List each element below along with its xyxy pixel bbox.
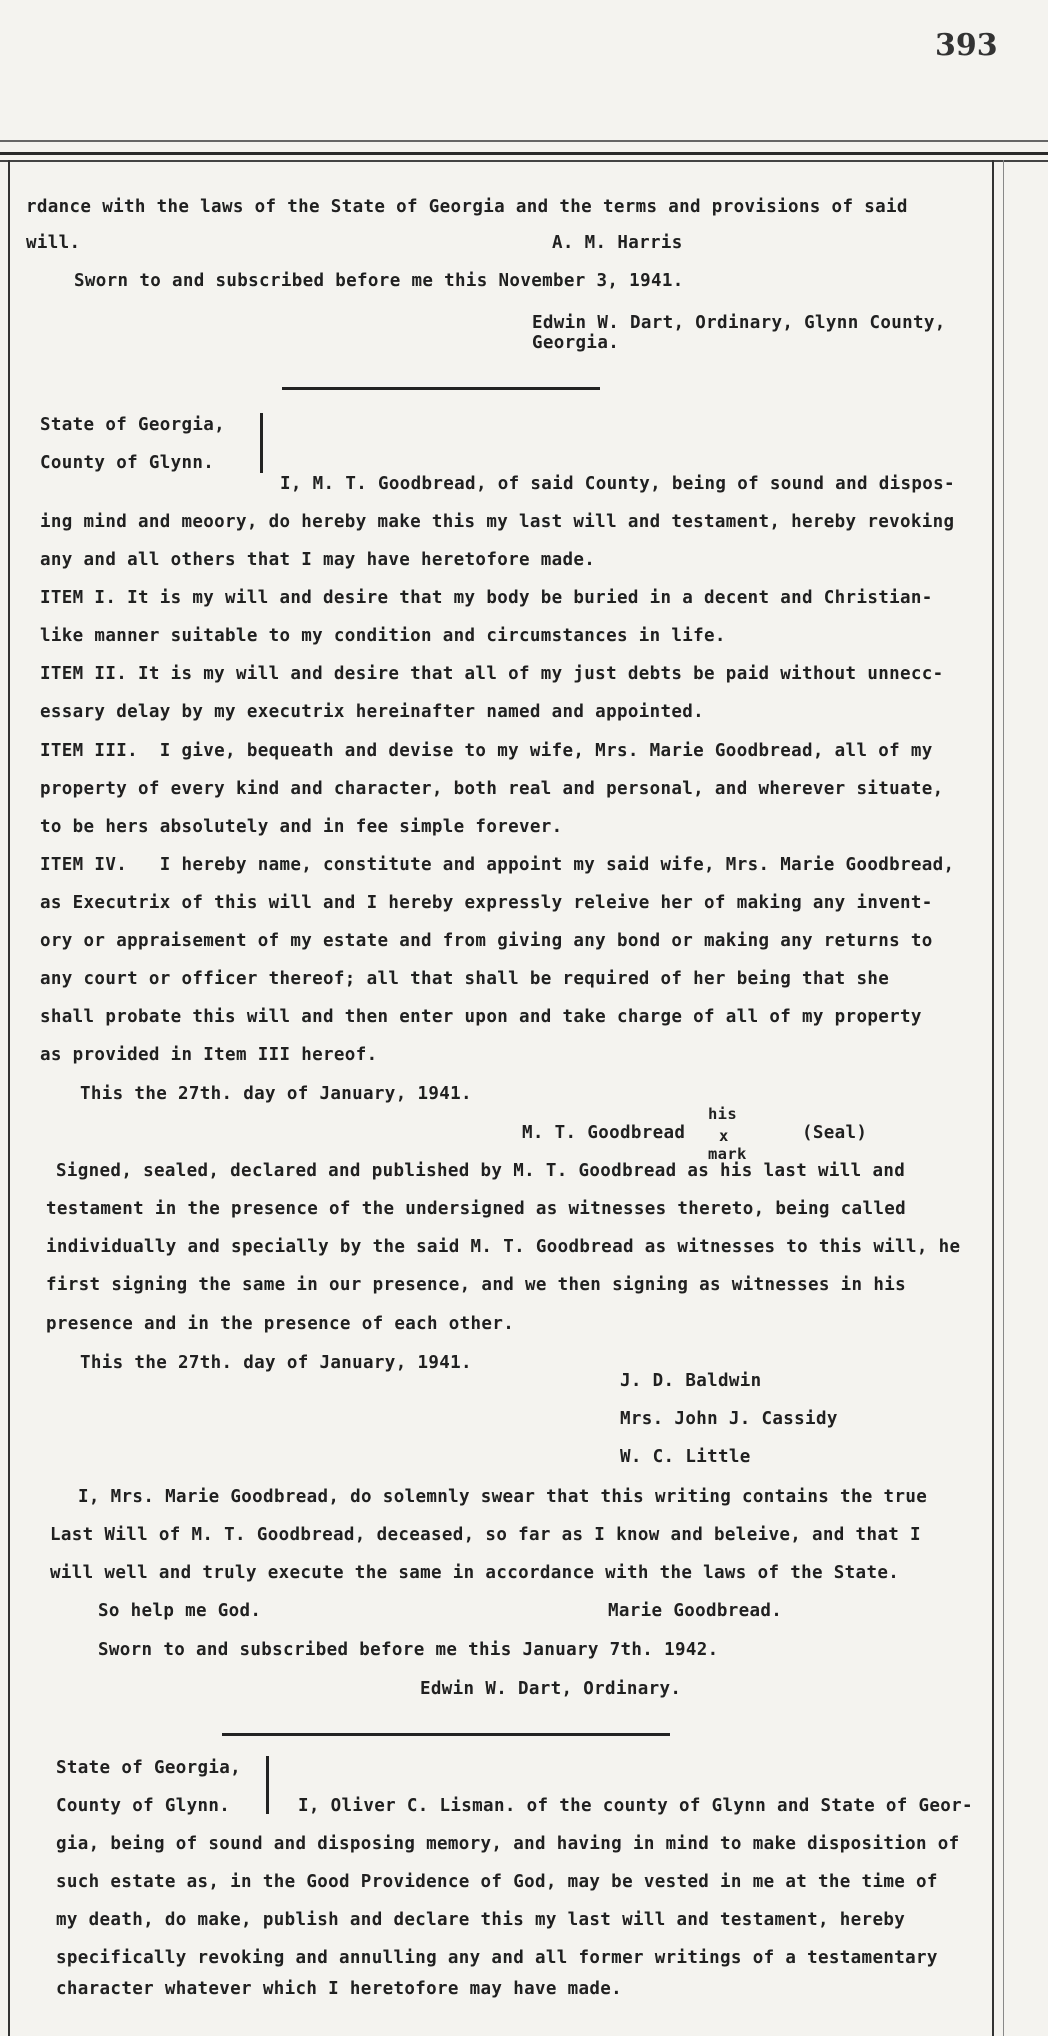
text-line: rdance with the laws of the State of Georgia and the terms and provisions of said xyxy=(26,197,908,217)
jurat: Sworn to and subscribed before me this November 3, 1941. xyxy=(74,271,684,291)
caption-state: State of Georgia, xyxy=(56,1758,242,1778)
text-line: such estate as, in the Good Providence of God, may be vested in me at the time of xyxy=(56,1872,938,1892)
date-line: This the 27th. day of January, 1941. xyxy=(80,1084,472,1104)
text-line: will well and truly execute the same in accordance with the laws of the State. xyxy=(50,1563,900,1583)
caption-county: County of Glynn. xyxy=(40,453,215,473)
text-line: ing mind and meoory, do hereby make this my last will and testament, hereby revoking xyxy=(40,512,955,532)
text-line: Signed, sealed, declared and published by M. T. Goodbread as his last will and xyxy=(56,1161,906,1181)
text-line: So help me God. xyxy=(98,1601,262,1621)
jurat: Sworn to and subscribed before me this January 7th. 1942. xyxy=(98,1640,719,1660)
mark-x: x xyxy=(719,1127,729,1145)
text-line: ory or appraisement of my estate and from giving any bond or making any returns to xyxy=(40,931,933,951)
caption-state: State of Georgia, xyxy=(40,415,226,435)
officer-name: Edwin W. Dart, Ordinary. xyxy=(420,1679,682,1699)
text-line: I, Oliver C. Lisman. of the county of Glynn and State of Geor- xyxy=(298,1796,973,1816)
witness-name: W. C. Little xyxy=(620,1447,751,1467)
text-line: gia, being of sound and disposing memory, and having in mind to make disposition of xyxy=(56,1834,960,1854)
right-margin-line-outer xyxy=(1003,160,1004,2036)
text-line: as provided in Item III hereof. xyxy=(40,1045,378,1065)
text-line: as Executrix of this will and I hereby expressly releive her of making any invent- xyxy=(40,893,933,913)
header-rule-lower xyxy=(0,160,1048,162)
text-line: any and all others that I may have heretofore made. xyxy=(40,550,596,570)
text-line: my death, do make, publish and declare this my last will and testament, hereby xyxy=(56,1910,906,1930)
mark-label: mark xyxy=(708,1145,747,1163)
text-line: individually and specially by the said M. T. Goodbread as witnesses to this will, he xyxy=(46,1237,961,1257)
caption-bracket xyxy=(266,1756,269,1814)
text-line: first signing the same in our presence, and we then signing as witnesses in his xyxy=(46,1275,906,1295)
witness-name: Mrs. John J. Cassidy xyxy=(620,1409,838,1429)
text-line: like manner suitable to my condition and circumstances in life. xyxy=(40,626,726,646)
page-number: 393 xyxy=(935,28,998,63)
left-margin-line xyxy=(8,160,10,2036)
caption-county: County of Glynn. xyxy=(56,1796,231,1816)
header-rule-thin xyxy=(0,140,1048,142)
text-line: specifically revoking and annulling any and all former writings of a testamentary xyxy=(56,1948,938,1968)
executrix-signature: Marie Goodbread. xyxy=(608,1601,783,1621)
text-line: ITEM IV. I hereby name, constitute and appoint my said wife, Mrs. Marie Goodbread, xyxy=(40,855,955,875)
section-divider xyxy=(282,387,600,390)
text-line: shall probate this will and then enter upon and take charge of all of my property xyxy=(40,1007,922,1027)
text-line: essary delay by my executrix hereinafter named and appointed. xyxy=(40,702,705,722)
text-line: any court or officer thereof; all that shall be required of her being that she xyxy=(40,969,890,989)
signature-harris: A. M. Harris xyxy=(552,233,683,253)
date-line: This the 27th. day of January, 1941. xyxy=(80,1353,472,1373)
right-margin-line xyxy=(992,160,994,2036)
section-divider xyxy=(222,1733,670,1736)
mark-his: his xyxy=(708,1105,738,1123)
text-line: I, Mrs. Marie Goodbread, do solemnly swear that this writing contains the true xyxy=(78,1487,928,1507)
officer-name: Edwin W. Dart, Ordinary, Glynn County, xyxy=(532,313,946,333)
text-line: to be hers absolutely and in fee simple forever. xyxy=(40,817,563,837)
text-line: Last Will of M. T. Goodbread, deceased, so far as I know and beleive, and that I xyxy=(50,1525,921,1545)
caption-bracket xyxy=(260,413,263,473)
text-line: presence and in the presence of each other. xyxy=(46,1314,515,1334)
text-line: property of every kind and character, both real and personal, and wherever situate, xyxy=(40,779,944,799)
seal: (Seal) xyxy=(802,1123,868,1143)
text-line: ITEM III. I give, bequeath and devise to my wife, Mrs. Marie Goodbread, all of my xyxy=(40,741,933,761)
text-line: character whatever which I heretofore may have made. xyxy=(56,1979,623,1999)
testator-name: M. T. Goodbread xyxy=(522,1123,686,1143)
text-line: will. xyxy=(26,233,81,253)
text-line: ITEM I. It is my will and desire that my body be buried in a decent and Christian- xyxy=(40,588,933,608)
header-rule-thick xyxy=(0,152,1048,155)
text-line: testament in the presence of the undersigned as witnesses thereto, being called xyxy=(46,1199,906,1219)
text-line: ITEM II. It is my will and desire that all of my just debts be paid without unnecc- xyxy=(40,664,944,684)
officer-name: Georgia. xyxy=(532,333,620,353)
witness-name: J. D. Baldwin xyxy=(620,1371,762,1391)
text-line: I, M. T. Goodbread, of said County, being of sound and dispos- xyxy=(280,474,955,494)
